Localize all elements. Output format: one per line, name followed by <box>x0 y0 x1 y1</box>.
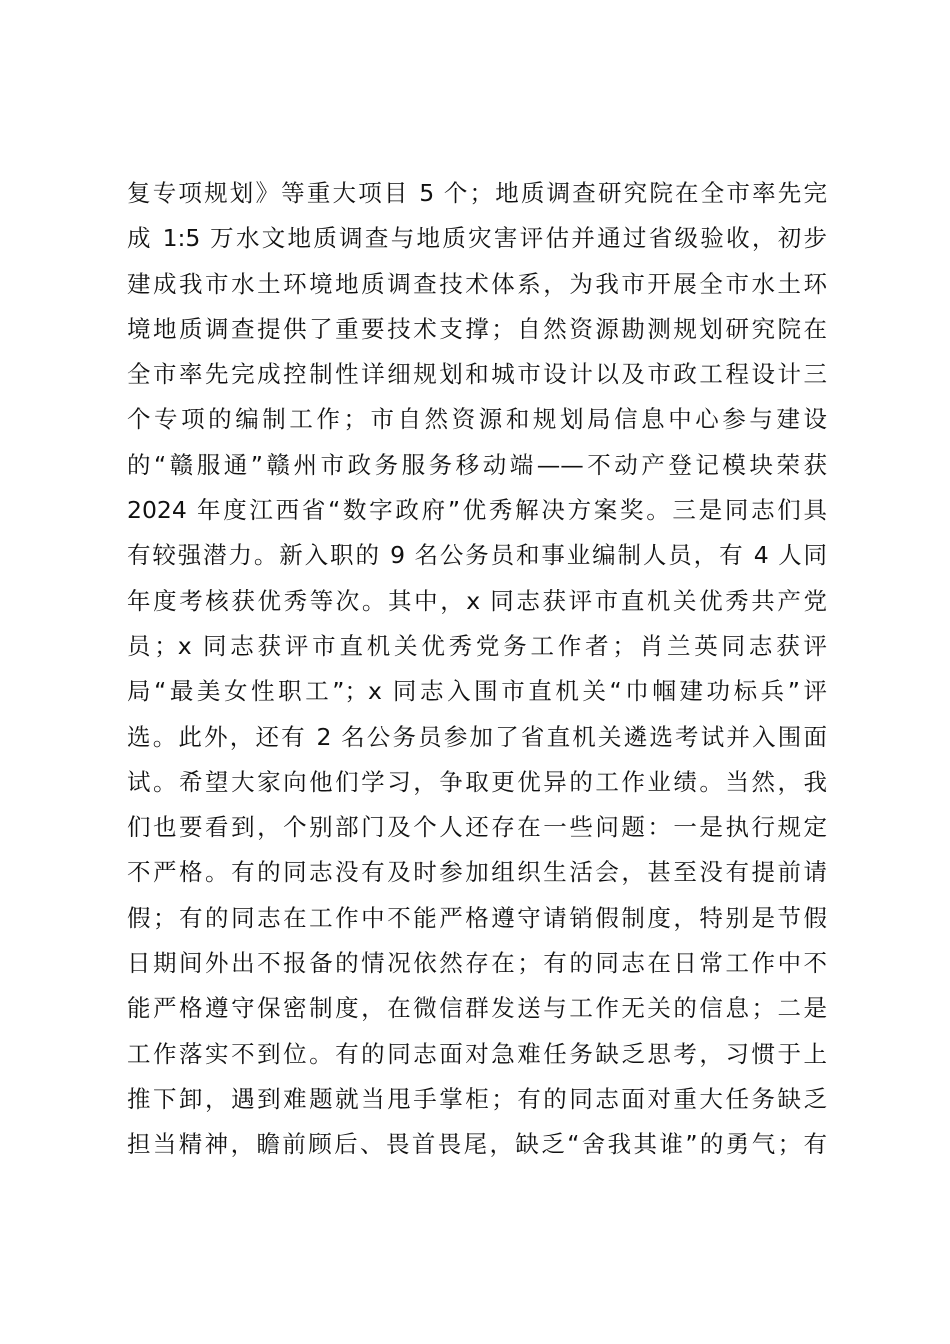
text-line: 境地质调查提供了重要技术支撑；自然资源勘测规划研究院在 <box>127 314 827 343</box>
text-line: 建成我市水土环境地质调查技术体系，为我市开展全市水土环 <box>127 269 827 298</box>
text-line: 担当精神，瞻前顾后、畏首畏尾，缺乏“舍我其谁”的勇气；有 <box>127 1130 827 1159</box>
text-line: 员；x 同志获评市直机关优秀党务工作者；肖兰英同志获评 <box>127 631 827 660</box>
text-line: 全市率先完成控制性详细规划和城市设计以及市政工程设计三 <box>127 360 827 389</box>
text-line: 选。此外，还有 2 名公务员参加了省直机关遴选考试并入围面 <box>127 722 827 751</box>
text-line: 日期间外出不报备的情况依然存在；有的同志在日常工作中不 <box>127 949 827 978</box>
text-line: 局“最美女性职工”；x 同志入围市直机关“巾帼建功标兵”评 <box>127 677 827 706</box>
text-line: 推下卸，遇到难题就当甩手掌柜；有的同志面对重大任务缺乏 <box>127 1084 827 1113</box>
text-line: 成 1:5 万水文地质调查与地质灾害评估并通过省级验收，初步 <box>127 224 827 253</box>
text-line: 不严格。有的同志没有及时参加组织生活会，甚至没有提前请 <box>127 858 827 887</box>
text-line: 2024 年度江西省“数字政府”优秀解决方案奖。三是同志们具 <box>127 496 827 525</box>
text-line: 假；有的同志在工作中不能严格遵守请销假制度，特别是节假 <box>127 903 827 932</box>
text-line: 们也要看到，个别部门及个人还存在一些问题：一是执行规定 <box>127 813 827 842</box>
text-line: 复专项规划》等重大项目 5 个；地质调查研究院在全市率先完 <box>127 179 827 207</box>
text-line: 有较强潜力。新入职的 9 名公务员和事业编制人员，有 4 人同 <box>127 541 827 570</box>
text-line: 的“赣服通”赣州市政务服务移动端——不动产登记模块荣获 <box>127 450 827 479</box>
text-line: 试。希望大家向他们学习，争取更优异的工作业绩。当然，我 <box>127 767 827 796</box>
text-line: 能严格遵守保密制度，在微信群发送与工作无关的信息；二是 <box>127 994 827 1023</box>
text-line: 年度考核获优秀等次。其中，x 同志获评市直机关优秀共产党 <box>127 586 827 615</box>
text-line: 工作落实不到位。有的同志面对急难任务缺乏思考，习惯于上 <box>127 1039 827 1068</box>
document-body-text <box>127 171 827 1168</box>
text-line: 个专项的编制工作；市自然资源和规划局信息中心参与建设 <box>127 405 827 434</box>
